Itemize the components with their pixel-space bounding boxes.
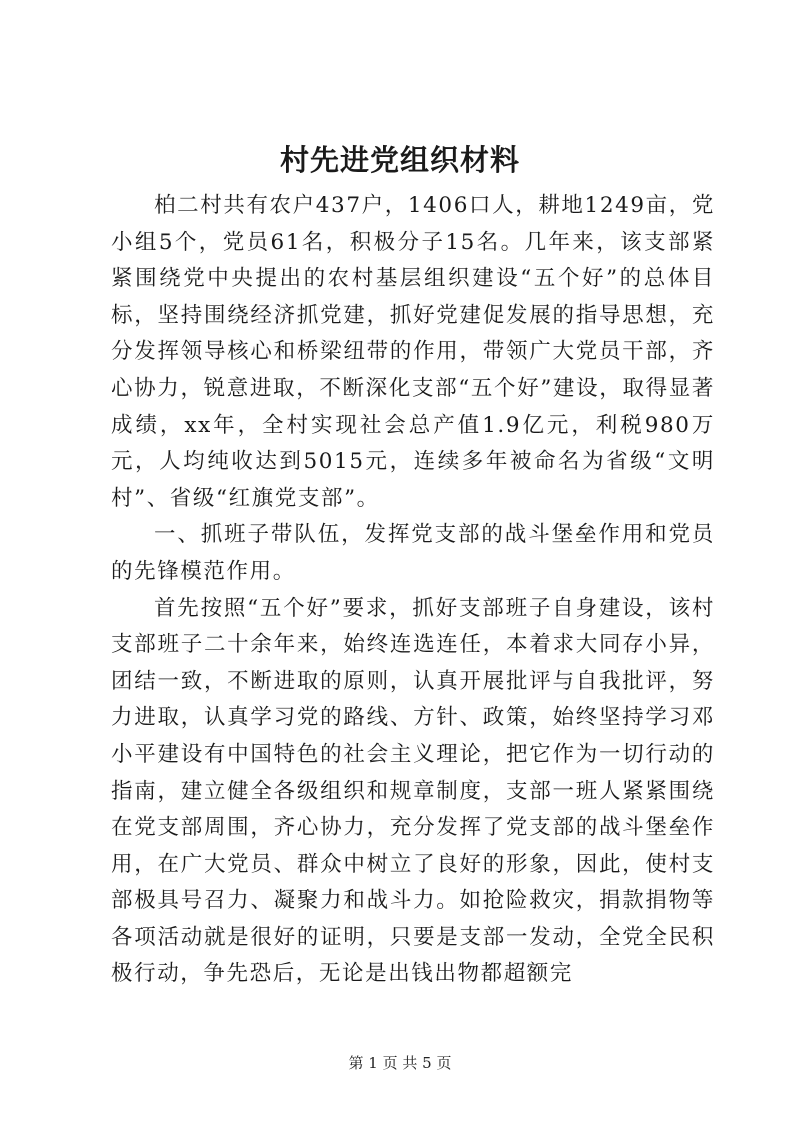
document-title: 村先进党组织材料 [279,143,520,177]
paragraph-body: 首先按照“五个好”要求，抓好支部班子自身建设，该村支部班子二十余年来，始终连选连任，本着求大同存小异，团结一致，不断进取的原则，认真开展批评与自我批评，努力进取，认真学习党的路线、方针、政策，始终坚持学习邓小平建设有中国特色的社会主义理论，把它作为一切行动的指南，建立健全各级组织和规章制度，支部一班人紧紧围绕在党支部周围，齐心协力，充分发挥了党支部的战斗堡垒作用，在广大党员、群众中树立了良好的形象，因此，使村支部极具号召力、凝聚力和战斗力。如抢险救灾，捐款捐物等各项活动就是很好的证明，只要是支部一发动，全党全民积极行动，争先恐后，无论是出钱出物都超额完 [111,595,715,987]
page-number-footer: 第 1 页 共 5 页 [348,1054,452,1072]
paragraph-section-heading: 一、抓班子带队伍，发挥党支部的战斗堡垒作用和党员的先锋模范作用。 [111,522,715,584]
paragraph-intro: 柏二村共有农户437户，1406口人，耕地1249亩，党小组5个，党员61名，积极分子15名。几年来，该支部紧紧围绕党中央提出的农村基层组织建设“五个好”的总体目标，坚持围绕经济抓党建，抓好党建促发展的指导思想，充分发挥领导核心和桥梁纽带的作用，带领广大党员干部，齐心协力，锐意进取，不断深化支部“五个好”建设，取得显著成绩，xx年，全村实现社会总产值1.9亿元，利税980万元，人均纯收达到5015元，连续多年被命名为省级“文明村”、省级“红旗党支部”。 [111,193,715,511]
document-body [111,188,715,993]
